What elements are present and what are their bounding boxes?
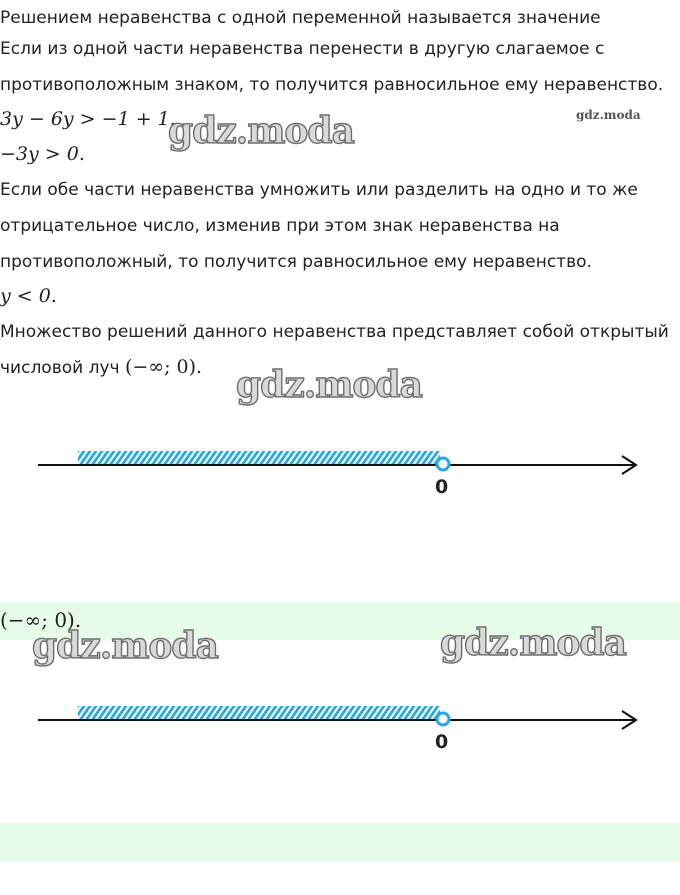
origin-label: 0 xyxy=(435,731,449,753)
watermark-logo-2: gdz.moda xyxy=(236,364,422,406)
text-line-1: Решением неравенства с одной переменной называется значение xyxy=(0,8,601,28)
equation-3: y < 0. xyxy=(0,285,57,307)
solution-hatching xyxy=(78,451,440,464)
watermark-logo-3: gdz.moda xyxy=(32,625,218,667)
text-line-8-words: числовой луч xyxy=(0,358,125,378)
text-line-4: Если обе части неравенства умножить или разделить на одно и то же xyxy=(0,180,638,200)
interval-inline: (−∞; 0). xyxy=(124,356,203,378)
watermark-logo-1: gdz.moda xyxy=(168,110,354,152)
answer-interval: (−∞; 0). xyxy=(0,608,82,632)
text-line-7: Множество решений данного неравенства представляет собой открытый xyxy=(0,322,669,342)
text-line-6: противоположный, то получится равносильное ему неравенство. xyxy=(0,252,592,272)
open-point-zero xyxy=(437,713,449,725)
open-point-zero xyxy=(437,458,449,470)
number-line-1 xyxy=(0,440,680,500)
equation-2: −3y > 0. xyxy=(0,143,85,165)
solution-hatching xyxy=(78,706,440,719)
watermark-logo-4: gdz.moda xyxy=(440,622,626,664)
bottom-band xyxy=(0,823,680,861)
origin-label: 0 xyxy=(435,476,449,498)
text-line-8 xyxy=(0,356,202,379)
equation-1: 3y − 6y > −1 + 1. xyxy=(0,108,176,130)
text-line-5: отрицательное число, изменив при этом знак неравенства на xyxy=(0,216,560,236)
text-line-2: Если из одной части неравенства перенести в другую слагаемое с xyxy=(0,39,605,59)
text-line-3: противоположным знаком, то получится равносильное ему неравенство. xyxy=(0,75,664,95)
watermark-logo-small: gdz.moda xyxy=(576,108,641,122)
number-line-2 xyxy=(0,695,680,755)
